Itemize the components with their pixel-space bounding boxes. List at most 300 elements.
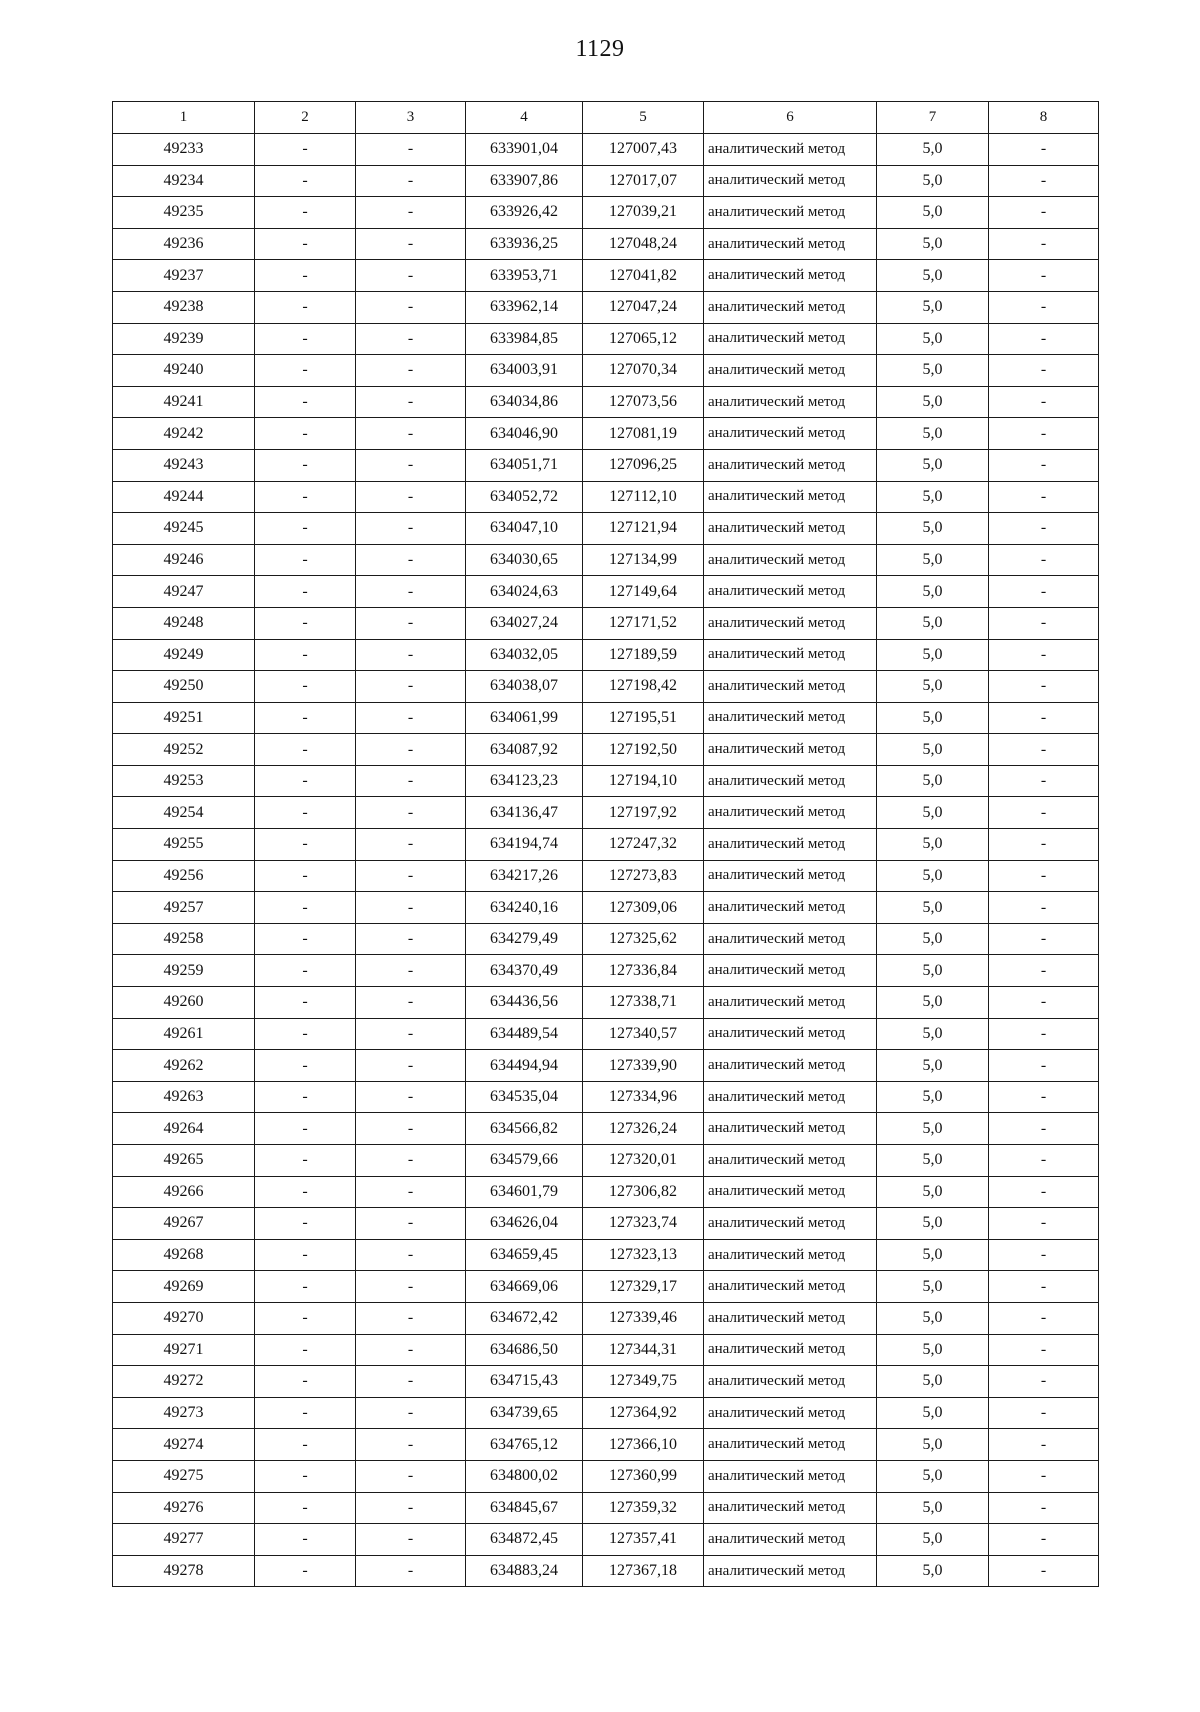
table-cell-col-6: аналитический метод xyxy=(704,1366,877,1398)
table-cell-col-6: аналитический метод xyxy=(704,765,877,797)
table-cell-col-1: 49247 xyxy=(113,576,255,608)
table-cell-col-1: 49269 xyxy=(113,1271,255,1303)
table-cell-col-7: 5,0 xyxy=(877,1145,989,1177)
table-cell-col-3: - xyxy=(356,607,466,639)
table-cell-col-4: 634494,94 xyxy=(466,1050,583,1082)
table-row xyxy=(113,1366,1099,1398)
table-cell-col-7: 5,0 xyxy=(877,1113,989,1145)
table-cell-col-5: 127039,21 xyxy=(583,197,704,229)
table-cell-col-6: аналитический метод xyxy=(704,576,877,608)
table-cell-col-4: 634626,04 xyxy=(466,1208,583,1240)
table-cell-col-4: 634087,92 xyxy=(466,734,583,766)
table-cell-col-8: - xyxy=(989,513,1099,545)
table-cell-col-3: - xyxy=(356,1524,466,1556)
table-cell-col-5: 127065,12 xyxy=(583,323,704,355)
table-body xyxy=(113,134,1099,1587)
column-header-4: 4 xyxy=(466,102,583,134)
table-cell-col-5: 127338,71 xyxy=(583,987,704,1019)
table-cell-col-3: - xyxy=(356,1302,466,1334)
table-cell-col-2: - xyxy=(255,955,356,987)
table-cell-col-2: - xyxy=(255,892,356,924)
table-cell-col-2: - xyxy=(255,607,356,639)
table-cell-col-6: аналитический метод xyxy=(704,1429,877,1461)
table-cell-col-7: 5,0 xyxy=(877,797,989,829)
table-row xyxy=(113,1555,1099,1587)
table-cell-col-5: 127336,84 xyxy=(583,955,704,987)
table-cell-col-7: 5,0 xyxy=(877,1397,989,1429)
table-cell-col-7: 5,0 xyxy=(877,386,989,418)
table-cell-col-2: - xyxy=(255,1145,356,1177)
table-cell-col-8: - xyxy=(989,1145,1099,1177)
table-cell-col-7: 5,0 xyxy=(877,323,989,355)
table-cell-col-8: - xyxy=(989,1429,1099,1461)
table-row xyxy=(113,449,1099,481)
table-cell-col-1: 49266 xyxy=(113,1176,255,1208)
table-cell-col-6: аналитический метод xyxy=(704,260,877,292)
table-cell-col-5: 127047,24 xyxy=(583,291,704,323)
table-row xyxy=(113,291,1099,323)
table-cell-col-7: 5,0 xyxy=(877,860,989,892)
table-cell-col-8: - xyxy=(989,291,1099,323)
table-row xyxy=(113,165,1099,197)
table-cell-col-6: аналитический метод xyxy=(704,1492,877,1524)
table-cell-col-6: аналитический метод xyxy=(704,892,877,924)
table-cell-col-1: 49242 xyxy=(113,418,255,450)
table-row xyxy=(113,1334,1099,1366)
table-cell-col-8: - xyxy=(989,1302,1099,1334)
table-cell-col-8: - xyxy=(989,1113,1099,1145)
table-cell-col-3: - xyxy=(356,386,466,418)
table-cell-col-6: аналитический метод xyxy=(704,1018,877,1050)
table-cell-col-7: 5,0 xyxy=(877,987,989,1019)
table-cell-col-2: - xyxy=(255,1555,356,1587)
table-cell-col-4: 634845,67 xyxy=(466,1492,583,1524)
table-cell-col-8: - xyxy=(989,418,1099,450)
table-cell-col-2: - xyxy=(255,1271,356,1303)
table-cell-col-2: - xyxy=(255,323,356,355)
table-cell-col-7: 5,0 xyxy=(877,228,989,260)
table-cell-col-3: - xyxy=(356,355,466,387)
table-cell-col-8: - xyxy=(989,1492,1099,1524)
table-row xyxy=(113,228,1099,260)
table-cell-col-4: 634003,91 xyxy=(466,355,583,387)
table-cell-col-7: 5,0 xyxy=(877,134,989,166)
table-cell-col-5: 127359,32 xyxy=(583,1492,704,1524)
table-cell-col-7: 5,0 xyxy=(877,165,989,197)
table-cell-col-4: 634279,49 xyxy=(466,923,583,955)
table-cell-col-5: 127323,13 xyxy=(583,1239,704,1271)
table-row xyxy=(113,1460,1099,1492)
table-cell-col-4: 634061,99 xyxy=(466,702,583,734)
table-cell-col-8: - xyxy=(989,1397,1099,1429)
table-row xyxy=(113,797,1099,829)
table-cell-col-5: 127081,19 xyxy=(583,418,704,450)
table-cell-col-4: 634136,47 xyxy=(466,797,583,829)
column-header-6: 6 xyxy=(704,102,877,134)
table-cell-col-2: - xyxy=(255,765,356,797)
table-cell-col-1: 49262 xyxy=(113,1050,255,1082)
table-cell-col-3: - xyxy=(356,1429,466,1461)
table-cell-col-6: аналитический метод xyxy=(704,734,877,766)
table-cell-col-7: 5,0 xyxy=(877,576,989,608)
table-cell-col-5: 127364,92 xyxy=(583,1397,704,1429)
table-cell-col-1: 49258 xyxy=(113,923,255,955)
table-cell-col-8: - xyxy=(989,923,1099,955)
table-cell-col-8: - xyxy=(989,1018,1099,1050)
table-cell-col-4: 634436,56 xyxy=(466,987,583,1019)
table-cell-col-8: - xyxy=(989,734,1099,766)
table-cell-col-5: 127367,18 xyxy=(583,1555,704,1587)
table-row xyxy=(113,1081,1099,1113)
table-row xyxy=(113,418,1099,450)
table-cell-col-3: - xyxy=(356,734,466,766)
table-cell-col-8: - xyxy=(989,260,1099,292)
table-cell-col-6: аналитический метод xyxy=(704,197,877,229)
table-cell-col-3: - xyxy=(356,1239,466,1271)
table-cell-col-2: - xyxy=(255,639,356,671)
table-cell-col-5: 127198,42 xyxy=(583,671,704,703)
table-cell-col-1: 49270 xyxy=(113,1302,255,1334)
table-row xyxy=(113,1397,1099,1429)
table-row xyxy=(113,639,1099,671)
table-cell-col-1: 49271 xyxy=(113,1334,255,1366)
table-cell-col-2: - xyxy=(255,449,356,481)
table-cell-col-1: 49236 xyxy=(113,228,255,260)
table-cell-col-3: - xyxy=(356,197,466,229)
table-cell-col-6: аналитический метод xyxy=(704,860,877,892)
coordinates-table-container xyxy=(112,101,1098,1587)
table-cell-col-1: 49265 xyxy=(113,1145,255,1177)
table-cell-col-8: - xyxy=(989,355,1099,387)
table-cell-col-7: 5,0 xyxy=(877,513,989,545)
table-cell-col-3: - xyxy=(356,987,466,1019)
table-cell-col-7: 5,0 xyxy=(877,1050,989,1082)
table-cell-col-7: 5,0 xyxy=(877,418,989,450)
table-cell-col-1: 49257 xyxy=(113,892,255,924)
table-cell-col-5: 127273,83 xyxy=(583,860,704,892)
table-cell-col-1: 49254 xyxy=(113,797,255,829)
table-cell-col-7: 5,0 xyxy=(877,734,989,766)
table-cell-col-1: 49243 xyxy=(113,449,255,481)
table-cell-col-5: 127171,52 xyxy=(583,607,704,639)
table-cell-col-1: 49241 xyxy=(113,386,255,418)
table-row xyxy=(113,734,1099,766)
table-row xyxy=(113,1492,1099,1524)
table-cell-col-8: - xyxy=(989,1555,1099,1587)
table-cell-col-4: 634800,02 xyxy=(466,1460,583,1492)
table-cell-col-3: - xyxy=(356,765,466,797)
table-cell-col-2: - xyxy=(255,260,356,292)
table-cell-col-6: аналитический метод xyxy=(704,513,877,545)
table-cell-col-8: - xyxy=(989,1524,1099,1556)
table-row xyxy=(113,544,1099,576)
table-cell-col-5: 127096,25 xyxy=(583,449,704,481)
table-cell-col-8: - xyxy=(989,639,1099,671)
table-cell-col-2: - xyxy=(255,1334,356,1366)
table-cell-col-5: 127189,59 xyxy=(583,639,704,671)
table-cell-col-1: 49235 xyxy=(113,197,255,229)
table-cell-col-7: 5,0 xyxy=(877,671,989,703)
table-cell-col-3: - xyxy=(356,1018,466,1050)
table-cell-col-2: - xyxy=(255,1176,356,1208)
table-cell-col-8: - xyxy=(989,1208,1099,1240)
table-cell-col-4: 633953,71 xyxy=(466,260,583,292)
table-row xyxy=(113,892,1099,924)
table-row xyxy=(113,1524,1099,1556)
table-row xyxy=(113,1239,1099,1271)
table-cell-col-6: аналитический метод xyxy=(704,923,877,955)
table-row xyxy=(113,860,1099,892)
table-cell-col-7: 5,0 xyxy=(877,197,989,229)
table-cell-col-6: аналитический метод xyxy=(704,1271,877,1303)
table-cell-col-1: 49272 xyxy=(113,1366,255,1398)
table-cell-col-6: аналитический метод xyxy=(704,323,877,355)
table-row xyxy=(113,955,1099,987)
table-cell-col-7: 5,0 xyxy=(877,1208,989,1240)
table-cell-col-8: - xyxy=(989,1460,1099,1492)
table-cell-col-3: - xyxy=(356,1397,466,1429)
table-cell-col-8: - xyxy=(989,860,1099,892)
table-cell-col-2: - xyxy=(255,671,356,703)
table-cell-col-2: - xyxy=(255,1208,356,1240)
column-header-7: 7 xyxy=(877,102,989,134)
table-cell-col-3: - xyxy=(356,260,466,292)
table-row xyxy=(113,355,1099,387)
table-cell-col-7: 5,0 xyxy=(877,449,989,481)
table-cell-col-1: 49233 xyxy=(113,134,255,166)
table-cell-col-8: - xyxy=(989,576,1099,608)
table-cell-col-3: - xyxy=(356,1460,466,1492)
table-cell-col-2: - xyxy=(255,576,356,608)
table-cell-col-3: - xyxy=(356,923,466,955)
table-row xyxy=(113,323,1099,355)
table-row xyxy=(113,1302,1099,1334)
table-cell-col-2: - xyxy=(255,1018,356,1050)
table-cell-col-4: 634038,07 xyxy=(466,671,583,703)
table-cell-col-3: - xyxy=(356,418,466,450)
table-cell-col-4: 634669,06 xyxy=(466,1271,583,1303)
table-cell-col-3: - xyxy=(356,1555,466,1587)
table-cell-col-4: 634047,10 xyxy=(466,513,583,545)
table-cell-col-5: 127017,07 xyxy=(583,165,704,197)
table-cell-col-3: - xyxy=(356,1145,466,1177)
table-cell-col-8: - xyxy=(989,481,1099,513)
table-cell-col-1: 49256 xyxy=(113,860,255,892)
table-cell-col-1: 49255 xyxy=(113,829,255,861)
table-cell-col-3: - xyxy=(356,576,466,608)
table-cell-col-5: 127344,31 xyxy=(583,1334,704,1366)
table-cell-col-4: 634739,65 xyxy=(466,1397,583,1429)
table-row xyxy=(113,386,1099,418)
table-row xyxy=(113,260,1099,292)
table-cell-col-8: - xyxy=(989,607,1099,639)
table-cell-col-4: 633901,04 xyxy=(466,134,583,166)
table-cell-col-4: 633984,85 xyxy=(466,323,583,355)
table-cell-col-8: - xyxy=(989,892,1099,924)
table-cell-col-6: аналитический метод xyxy=(704,165,877,197)
table-row xyxy=(113,923,1099,955)
table-cell-col-4: 634579,66 xyxy=(466,1145,583,1177)
table-cell-col-1: 49259 xyxy=(113,955,255,987)
table-cell-col-2: - xyxy=(255,291,356,323)
table-cell-col-5: 127149,64 xyxy=(583,576,704,608)
table-cell-col-4: 634659,45 xyxy=(466,1239,583,1271)
table-cell-col-5: 127121,94 xyxy=(583,513,704,545)
table-cell-col-7: 5,0 xyxy=(877,1239,989,1271)
table-cell-col-6: аналитический метод xyxy=(704,702,877,734)
table-row xyxy=(113,481,1099,513)
table-cell-col-4: 634883,24 xyxy=(466,1555,583,1587)
table-cell-col-7: 5,0 xyxy=(877,1366,989,1398)
table-cell-col-4: 634024,63 xyxy=(466,576,583,608)
table-cell-col-1: 49273 xyxy=(113,1397,255,1429)
table-cell-col-2: - xyxy=(255,923,356,955)
table-cell-col-2: - xyxy=(255,134,356,166)
table-cell-col-2: - xyxy=(255,1113,356,1145)
table-cell-col-8: - xyxy=(989,449,1099,481)
table-cell-col-1: 49253 xyxy=(113,765,255,797)
table-cell-col-3: - xyxy=(356,544,466,576)
table-cell-col-3: - xyxy=(356,1334,466,1366)
table-cell-col-5: 127349,75 xyxy=(583,1366,704,1398)
table-row xyxy=(113,1429,1099,1461)
table-cell-col-6: аналитический метод xyxy=(704,1050,877,1082)
table-cell-col-6: аналитический метод xyxy=(704,639,877,671)
table-cell-col-5: 127041,82 xyxy=(583,260,704,292)
table-cell-col-4: 634032,05 xyxy=(466,639,583,671)
table-cell-col-1: 49260 xyxy=(113,987,255,1019)
table-cell-col-4: 634535,04 xyxy=(466,1081,583,1113)
table-cell-col-1: 49248 xyxy=(113,607,255,639)
table-cell-col-7: 5,0 xyxy=(877,1334,989,1366)
table-cell-col-6: аналитический метод xyxy=(704,987,877,1019)
table-cell-col-8: - xyxy=(989,702,1099,734)
table-cell-col-8: - xyxy=(989,323,1099,355)
table-cell-col-4: 634052,72 xyxy=(466,481,583,513)
table-cell-col-7: 5,0 xyxy=(877,955,989,987)
table-cell-col-6: аналитический метод xyxy=(704,418,877,450)
table-cell-col-3: - xyxy=(356,1081,466,1113)
table-cell-col-1: 49275 xyxy=(113,1460,255,1492)
table-cell-col-4: 633907,86 xyxy=(466,165,583,197)
table-cell-col-2: - xyxy=(255,734,356,766)
table-cell-col-6: аналитический метод xyxy=(704,1302,877,1334)
table-row xyxy=(113,1145,1099,1177)
table-row xyxy=(113,765,1099,797)
table-cell-col-1: 49246 xyxy=(113,544,255,576)
table-cell-col-7: 5,0 xyxy=(877,355,989,387)
table-cell-col-8: - xyxy=(989,671,1099,703)
header-row xyxy=(113,102,1099,134)
table-cell-col-4: 634034,86 xyxy=(466,386,583,418)
table-cell-col-4: 634715,43 xyxy=(466,1366,583,1398)
table-cell-col-1: 49251 xyxy=(113,702,255,734)
table-cell-col-5: 127340,57 xyxy=(583,1018,704,1050)
table-cell-col-8: - xyxy=(989,955,1099,987)
table-cell-col-6: аналитический метод xyxy=(704,228,877,260)
table-cell-col-8: - xyxy=(989,544,1099,576)
table-cell-col-4: 633926,42 xyxy=(466,197,583,229)
table-cell-col-6: аналитический метод xyxy=(704,449,877,481)
table-cell-col-7: 5,0 xyxy=(877,923,989,955)
table-cell-col-8: - xyxy=(989,1334,1099,1366)
table-row xyxy=(113,1271,1099,1303)
table-cell-col-2: - xyxy=(255,197,356,229)
table-cell-col-5: 127320,01 xyxy=(583,1145,704,1177)
table-cell-col-5: 127339,46 xyxy=(583,1302,704,1334)
table-cell-col-8: - xyxy=(989,797,1099,829)
table-cell-col-5: 127326,24 xyxy=(583,1113,704,1145)
table-cell-col-7: 5,0 xyxy=(877,1302,989,1334)
table-cell-col-6: аналитический метод xyxy=(704,1145,877,1177)
table-cell-col-6: аналитический метод xyxy=(704,955,877,987)
table-cell-col-3: - xyxy=(356,1366,466,1398)
table-cell-col-2: - xyxy=(255,829,356,861)
table-cell-col-5: 127195,51 xyxy=(583,702,704,734)
table-cell-col-5: 127007,43 xyxy=(583,134,704,166)
table-cell-col-5: 127366,10 xyxy=(583,1429,704,1461)
table-cell-col-6: аналитический метод xyxy=(704,1208,877,1240)
table-cell-col-3: - xyxy=(356,481,466,513)
table-cell-col-5: 127329,17 xyxy=(583,1271,704,1303)
table-cell-col-1: 49244 xyxy=(113,481,255,513)
table-cell-col-2: - xyxy=(255,1050,356,1082)
table-cell-col-3: - xyxy=(356,1050,466,1082)
table-cell-col-2: - xyxy=(255,797,356,829)
table-cell-col-7: 5,0 xyxy=(877,1176,989,1208)
table-cell-col-6: аналитический метод xyxy=(704,829,877,861)
table-cell-col-5: 127197,92 xyxy=(583,797,704,829)
table-cell-col-8: - xyxy=(989,1239,1099,1271)
table-cell-col-2: - xyxy=(255,1492,356,1524)
table-cell-col-7: 5,0 xyxy=(877,702,989,734)
table-cell-col-1: 49267 xyxy=(113,1208,255,1240)
table-cell-col-5: 127048,24 xyxy=(583,228,704,260)
table-cell-col-6: аналитический метод xyxy=(704,1176,877,1208)
table-row xyxy=(113,513,1099,545)
table-cell-col-2: - xyxy=(255,987,356,1019)
table-cell-col-2: - xyxy=(255,386,356,418)
table-cell-col-3: - xyxy=(356,860,466,892)
table-cell-col-2: - xyxy=(255,544,356,576)
table-cell-col-2: - xyxy=(255,513,356,545)
table-cell-col-3: - xyxy=(356,134,466,166)
table-cell-col-7: 5,0 xyxy=(877,1555,989,1587)
table-cell-col-4: 634030,65 xyxy=(466,544,583,576)
table-cell-col-4: 634194,74 xyxy=(466,829,583,861)
table-cell-col-2: - xyxy=(255,355,356,387)
table-cell-col-7: 5,0 xyxy=(877,765,989,797)
table-cell-col-5: 127306,82 xyxy=(583,1176,704,1208)
table-cell-col-6: аналитический метод xyxy=(704,386,877,418)
table-cell-col-1: 49277 xyxy=(113,1524,255,1556)
table-cell-col-3: - xyxy=(356,228,466,260)
table-row xyxy=(113,576,1099,608)
table-cell-col-3: - xyxy=(356,892,466,924)
table-cell-col-6: аналитический метод xyxy=(704,544,877,576)
table-cell-col-5: 127247,32 xyxy=(583,829,704,861)
table-cell-col-3: - xyxy=(356,1492,466,1524)
table-row xyxy=(113,134,1099,166)
table-cell-col-1: 49240 xyxy=(113,355,255,387)
column-header-1: 1 xyxy=(113,102,255,134)
table-cell-col-4: 633936,25 xyxy=(466,228,583,260)
table-cell-col-3: - xyxy=(356,955,466,987)
table-cell-col-1: 49245 xyxy=(113,513,255,545)
table-cell-col-2: - xyxy=(255,481,356,513)
table-cell-col-8: - xyxy=(989,829,1099,861)
table-cell-col-8: - xyxy=(989,1081,1099,1113)
